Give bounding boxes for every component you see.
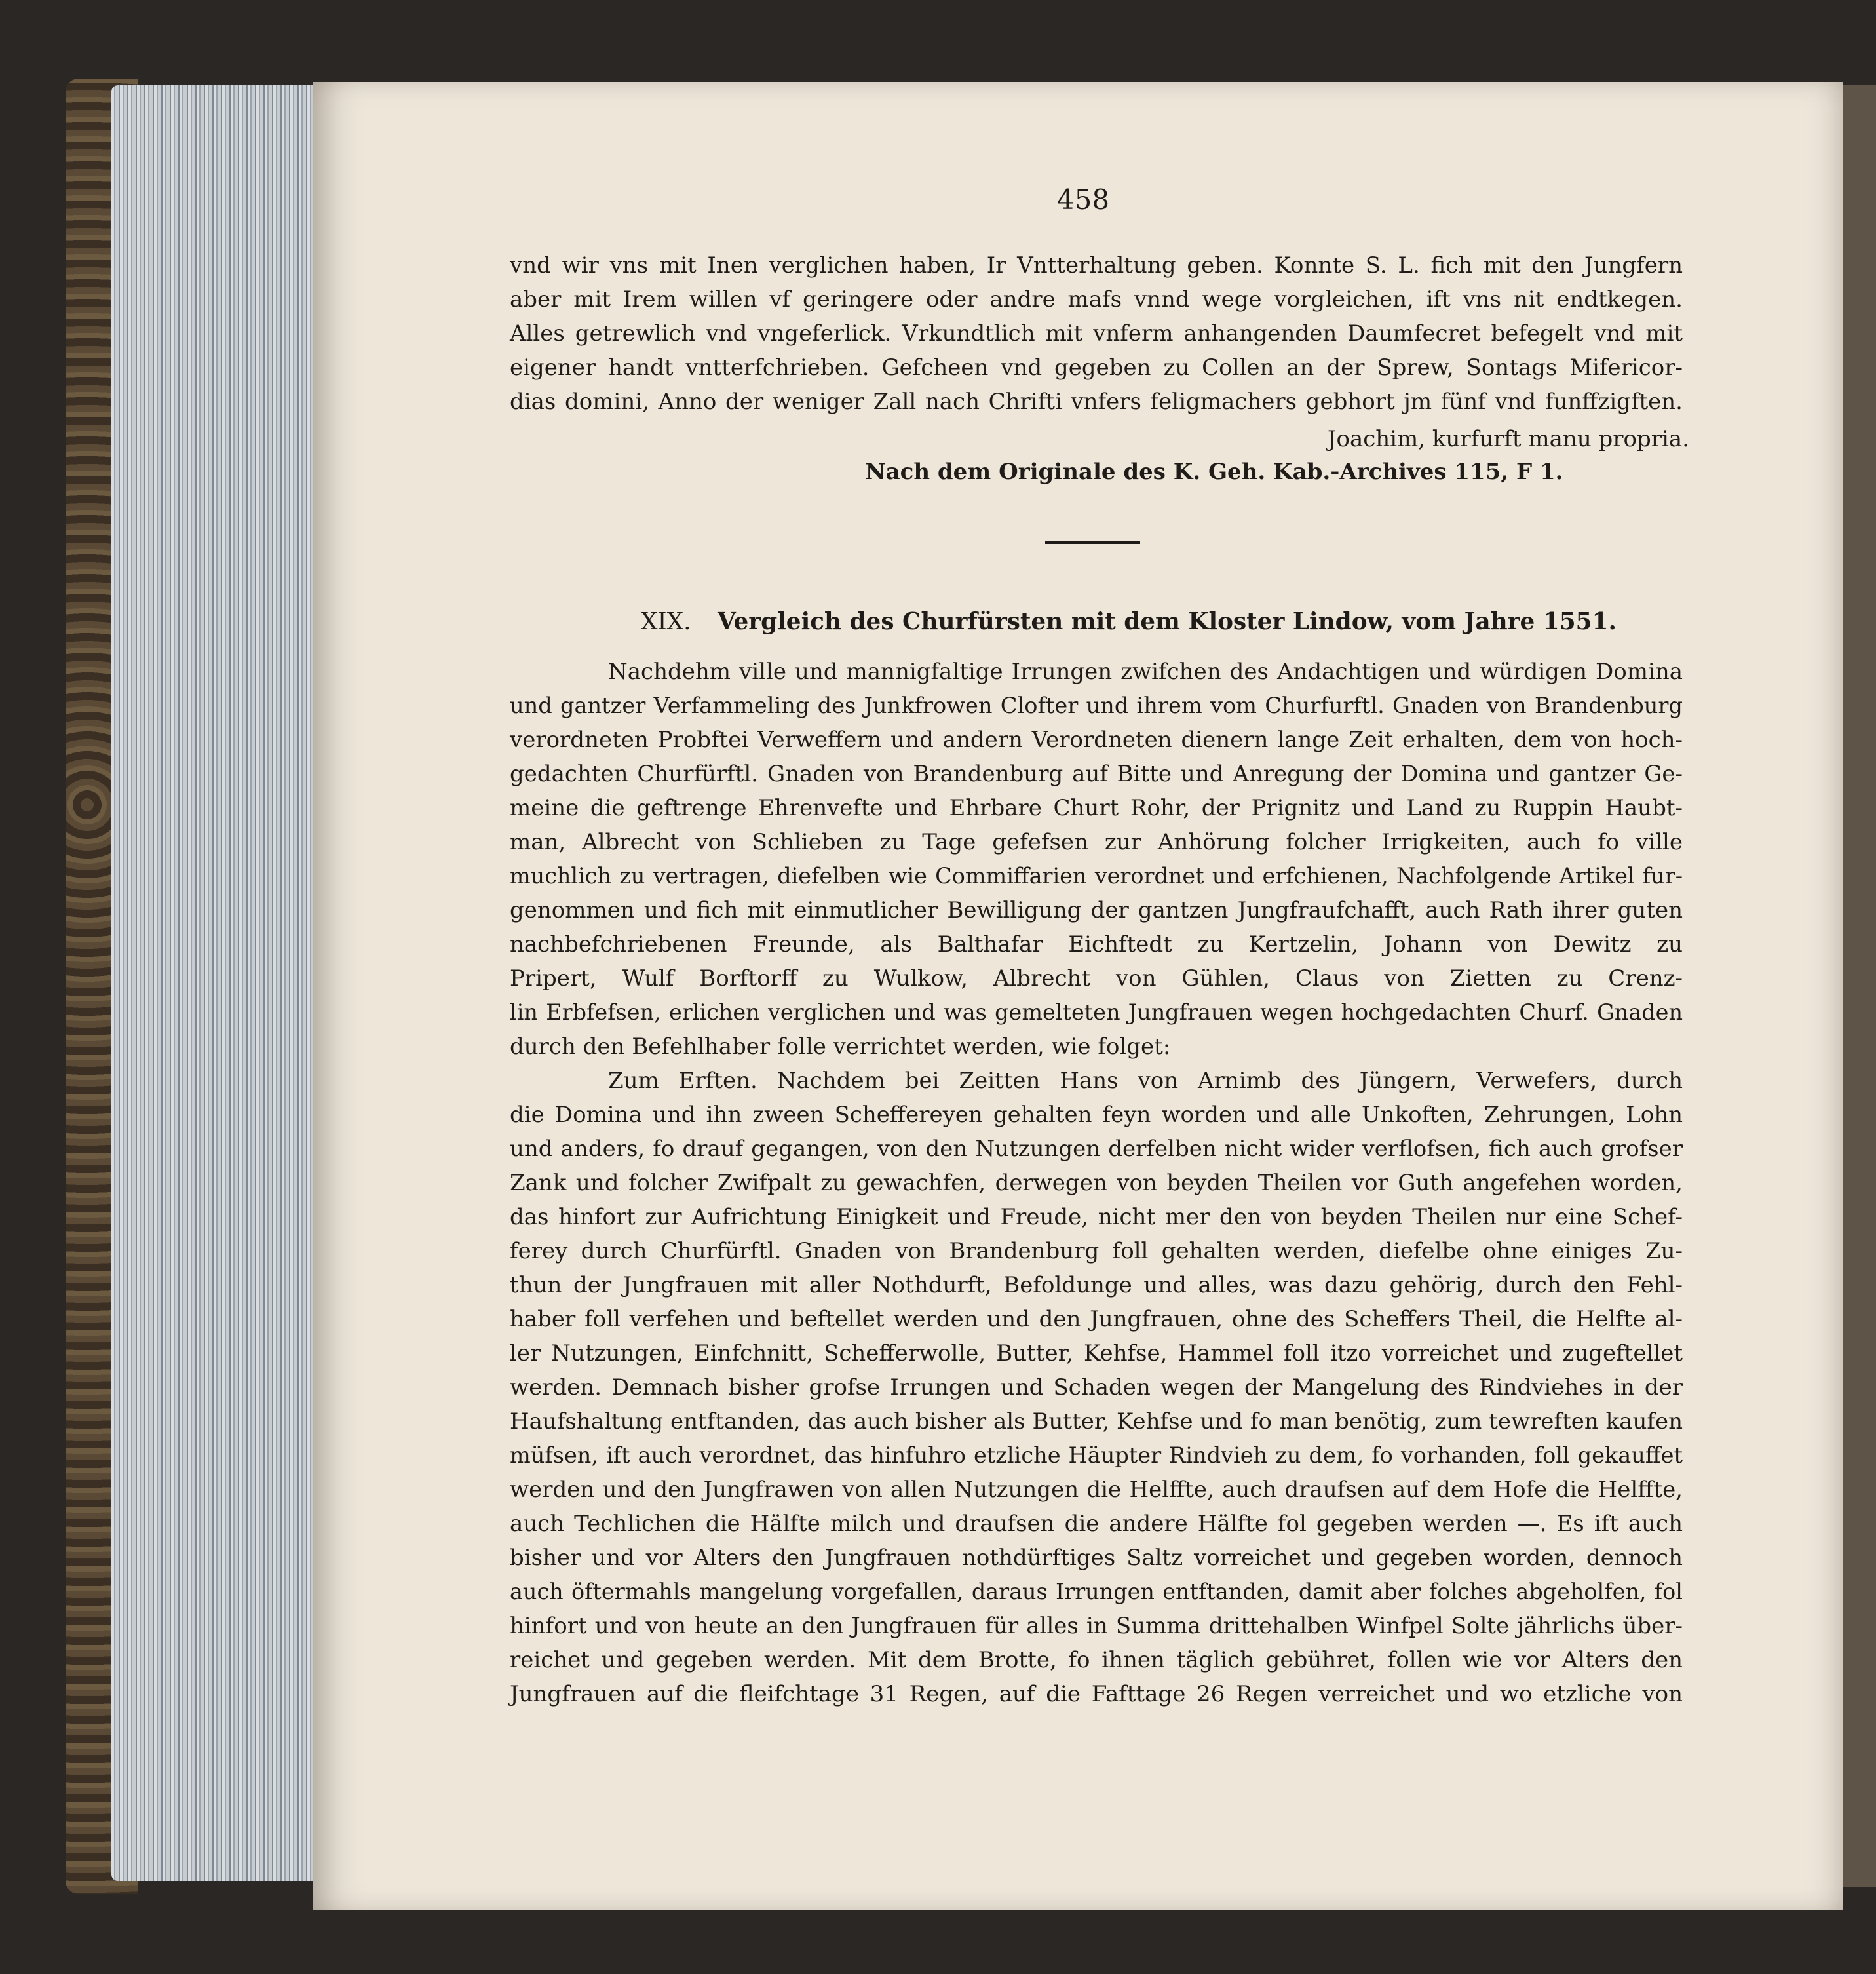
text-line: genommen und fich mit einmutlicher Bewilligung der gantzen Jungfraufchafft, auch Rath ihrer guten [510, 897, 1683, 923]
text-line: Zank und folcher Zwifpalt zu gewachfen, derwegen von beyden Theilen vor Guth angefehen worden, [510, 1170, 1683, 1196]
text-line: muchlich zu vertragen, diefelben wie Commiffarien verordnet und erfchienen, Nachfolgende Artikel fur- [510, 863, 1683, 889]
text-line: und anders, fo drauf gegangen, von den Nutzungen derfelben nicht wider verflofsen, fich auch grofser [510, 1136, 1683, 1162]
text-line: haber foll verfehen und beftellet werden und den Jungfrauen, ohne des Scheffers Theil, die Helfte al- [510, 1306, 1683, 1332]
page-edges [111, 85, 315, 1881]
text-line: meine die geftrenge Ehrenvefte und Ehrbare Churt Rohr, der Prignitz und Land zu Ruppin Haubt- [510, 795, 1683, 821]
section-divider [1045, 541, 1140, 544]
text-line: thun der Jungfrauen mit aller Nothdurft, Befoldunge und alles, was dazu gehörig, durch den Fehl- [510, 1272, 1683, 1298]
text-line: werden. Demnach bisher grofse Irrungen und Schaden wegen der Mangelung des Rindviehes in der [510, 1374, 1683, 1401]
text-line: Alles getrewlich vnd vngeferlick. Vrkundtlich mit vnferm anhangenden Daumfecret befegelt vnd mit [510, 320, 1683, 347]
text-line: man, Albrecht von Schlieben zu Tage gefefsen zur Anhörung folcher Irrigkeiten, auch fo ville [510, 829, 1683, 855]
text-line: reichet und gegeben werden. Mit dem Brotte, fo ihnen täglich gebühret, follen wie vor Alters den [510, 1647, 1683, 1673]
source-note: Nach dem Originale des K. Geh. Kab.-Archives 115, F 1. [865, 459, 1563, 485]
text-line: die Domina und ihn zween Scheffereyen gehalten feyn worden und alle Unkoften, Zehrungen, Lohn [510, 1102, 1683, 1128]
text-line: das hinfort zur Aufrichtung Einigkeit und Freude, nicht mer den von beyden Theilen nur eine Schef- [510, 1204, 1683, 1230]
text-line: Jungfrauen auf die fleifchtage 31 Regen, auf die Fafttage 26 Regen verreichet und wo etzliche von [510, 1681, 1683, 1707]
text-line: gedachten Churfürftl. Gnaden von Brandenburg auf Bitte und Anregung der Domina und gantzer Ge- [510, 761, 1683, 787]
section-number: XIX. [641, 608, 691, 635]
text-line: bisher und vor Alters den Jungfrauen nothdürftiges Saltz vorreichet und gegeben worden, dennoch [510, 1545, 1683, 1571]
text-line: durch den Befehlhaber folle verrichtet werden, wie folget: [510, 1034, 1171, 1060]
text-line: und gantzer Verfammeling des Junkfrowen Clofter und ihrem vom Churfurftl. Gnaden von Brandenburg [510, 693, 1683, 718]
text-line: Nachdehm ville und mannigfaltige Irrungen zwifchen des Andachtigen und würdigen Domina [608, 659, 1683, 685]
text-line: müfsen, ift auch verordnet, das hinfuhro etzliche Häupter Rindvieh zu dem, fo vorhanden, foll gekauffet [510, 1442, 1683, 1468]
text-line: Haufshaltung entftanden, das auch bisher als Butter, Kehfse und fo man benötig, zum tewreften kaufen [510, 1408, 1683, 1435]
section-title: Vergleich des Churfürsten mit dem Kloster Lindow, vom Jahre 1551. [718, 608, 1617, 635]
page-number: 458 [1056, 184, 1110, 216]
text-line: Pripert, Wulf Borftorff zu Wulkow, Albrecht von Gühlen, Claus von Zietten zu Crenz- [510, 965, 1683, 992]
text-line: nachbefchriebenen Freunde, als Balthafar Eichftedt zu Kertzelin, Johann von Dewitz zu [510, 931, 1683, 958]
text-line: lin Erbfefsen, erlichen verglichen und was gemelteten Jungfrauen wegen hochgedachten Churf. Gnaden [510, 999, 1683, 1025]
text-line: Zum Erften. Nachdem bei Zeitten Hans von Arnimb des Jüngern, Verwefers, durch [608, 1068, 1683, 1094]
text-line: verordneten Probftei Verweffern und andern Verordneten dienern lange Zeit erhalten, dem von hoch- [510, 727, 1683, 753]
section-heading [641, 602, 1624, 642]
text-line: ferey durch Churfürftl. Gnaden von Brandenburg foll gehalten werden, diefelbe ohne einiges Zu- [510, 1238, 1683, 1264]
text-line: hinfort und von heute an den Jungfrauen für alles in Summa drittehalben Winfpel Solte jährlichs über- [510, 1613, 1683, 1639]
book-page [313, 82, 1843, 1910]
text-line: auch öftermahls mangelung vorgefallen, daraus Irrungen entftanden, damit aber folches abgeholfen, fol [510, 1579, 1683, 1604]
text-line: dias domini, Anno der weniger Zall nach Chrifti vnfers feligmachers gebhort jm fünf vnd funffzigften. [510, 389, 1683, 415]
text-line: vnd wir vns mit Inen verglichen haben, Ir Vntterhaltung geben. Konnte S. L. fich mit den Jungfern [510, 252, 1683, 279]
text-line: auch Techlichen die Hälfte milch und draufsen die andere Hälfte fol gegeben werden —. Es ift auch [510, 1511, 1683, 1537]
text-line: aber mit Irem willen vf geringere oder andre mafs vnnd wege vorgleichen, ift vns nit endtkegen. [510, 286, 1683, 313]
text-line: ler Nutzungen, Einfchnitt, Schefferwolle, Butter, Kehfse, Hammel foll itzo vorreichet und zugeftellet [510, 1340, 1683, 1366]
text-line: werden und den Jungfrawen von allen Nutzungen die Helffte, auch draufsen auf dem Hofe die Helffte, [510, 1477, 1683, 1503]
signature-line: Joachim, kurfurft manu propria. [1327, 426, 1689, 452]
text-line: eigener handt vntterfchrieben. Gefcheen vnd gegeben zu Collen an der Sprew, Sontags Mifericor- [510, 355, 1683, 381]
